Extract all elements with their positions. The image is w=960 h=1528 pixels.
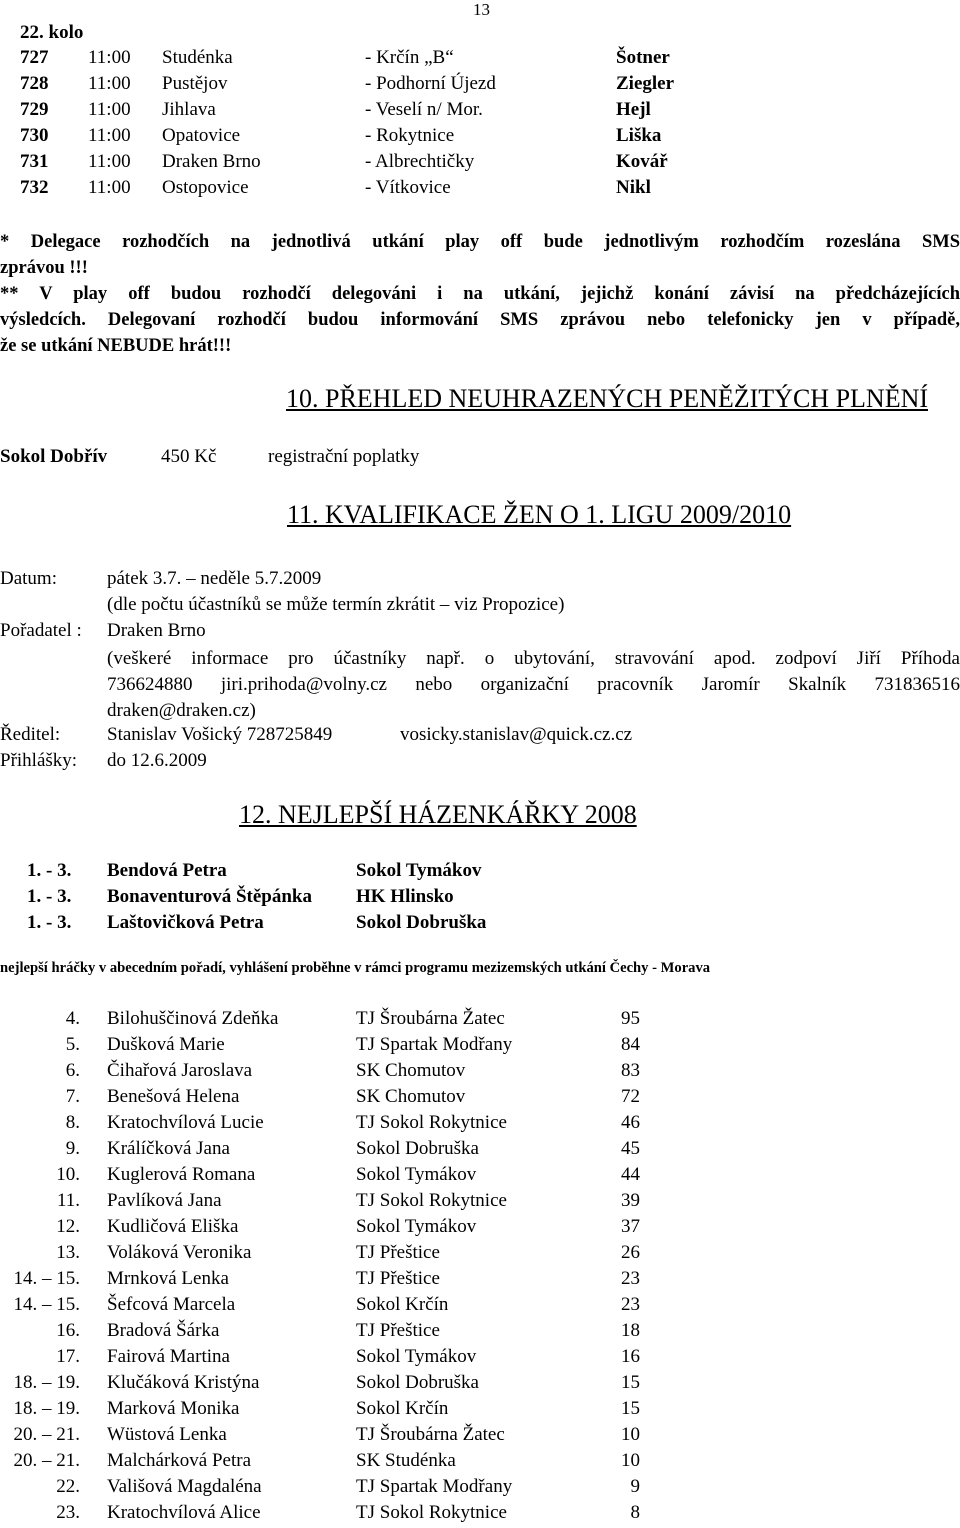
match-number: 727	[20, 47, 49, 68]
ranking-name: Bradová Šárka	[107, 1320, 220, 1341]
ranking-club: SK Chomutov	[356, 1060, 466, 1081]
delegation-note	[0, 229, 960, 359]
match-away: - Podhorní Újezd	[365, 73, 496, 94]
ranking-row	[0, 1164, 960, 1190]
top-name: Laštovičková Petra	[107, 912, 264, 933]
ranking-points: 10	[621, 1424, 640, 1445]
organizer-value: Draken Brno	[107, 620, 206, 641]
ranking-rank: 23.	[56, 1502, 80, 1523]
match-row	[20, 125, 720, 149]
ranking-row	[0, 1346, 960, 1372]
ranking-row	[0, 1086, 960, 1112]
ranking-name: Bilohuščinová Zdeňka	[107, 1008, 279, 1029]
ranking-points: 45	[621, 1138, 640, 1159]
ranking-points: 15	[621, 1372, 640, 1393]
match-away: - Veselí n/ Mor.	[365, 99, 483, 120]
ranking-club: TJ Sokol Rokytnice	[356, 1112, 507, 1133]
ranking-row	[0, 1450, 960, 1476]
match-home: Ostopovice	[162, 177, 249, 198]
ranking-points: 26	[621, 1242, 640, 1263]
note-line: výsledcích. Delegovaní rozhodčí budou informování SMS zprávou nebo telefonicky jen v případě,	[0, 310, 960, 330]
ranking-name: Malchárková Petra	[107, 1450, 252, 1471]
ranking-club: SK Studénka	[356, 1450, 456, 1471]
ranking-club: Sokol Tymákov	[356, 1346, 477, 1367]
organizer-label: Pořadatel :	[0, 620, 82, 641]
ranking-note: nejlepší hráčky v abecedním pořadí, vyhlášení proběhne v rámci programu mezizemských utkání Čechy - Morava	[0, 960, 711, 976]
ranking-points: 95	[621, 1008, 640, 1029]
ranking-rank: 12.	[56, 1216, 80, 1237]
match-home: Pustějov	[162, 73, 228, 94]
match-referee: Liška	[616, 125, 662, 146]
ranking-rank: 14. – 15.	[13, 1294, 80, 1315]
match-time: 11:00	[88, 151, 131, 172]
top-club: HK Hlinsko	[356, 886, 454, 907]
match-home: Opatovice	[162, 125, 241, 146]
match-home: Jihlava	[162, 99, 216, 120]
match-number: 729	[20, 99, 49, 120]
director-email: vosicky.stanislav@quick.cz.cz	[400, 724, 633, 745]
match-row	[20, 151, 720, 175]
section-10-heading: 10. PŘEHLED NEUHRAZENÝCH PENĚŽITÝCH PLNĚNÍ	[286, 384, 929, 413]
section-12-heading: 12. NEJLEPŠÍ HÁZENKÁŘKY 2008	[239, 800, 637, 829]
top-club: Sokol Tymákov	[356, 860, 482, 881]
match-row	[20, 177, 720, 201]
match-time: 11:00	[88, 99, 131, 120]
ranking-points: 39	[621, 1190, 640, 1211]
ranking-rank: 9.	[65, 1138, 80, 1159]
match-number: 731	[20, 151, 49, 172]
match-row	[20, 47, 720, 71]
ranking-club: TJ Spartak Modřany	[356, 1034, 513, 1055]
ranking-name: Čihařová Jaroslava	[107, 1060, 253, 1081]
ranking-name: Kuglerová Romana	[107, 1164, 256, 1185]
ranking-row	[0, 1424, 960, 1450]
ranking-rank: 20. – 21.	[13, 1450, 80, 1471]
note-line: že se utkání NEBUDE hrát!!!	[0, 336, 232, 356]
ranking-club: TJ Přeštice	[356, 1320, 440, 1341]
match-away: - Rokytnice	[365, 125, 455, 146]
ranking-row	[0, 1112, 960, 1138]
ranking-name: Fairová Martina	[107, 1346, 230, 1367]
note-line: ** V play off budou rozhodčí delegováni i na utkání, jejichž konání závisí na předcházejících	[0, 284, 960, 304]
top-player-row	[0, 912, 960, 938]
ranking-rank: 22.	[56, 1476, 80, 1497]
ranking-rank: 14. – 15.	[13, 1268, 80, 1289]
match-time: 11:00	[88, 177, 131, 198]
ranking-name: Benešová Helena	[107, 1086, 240, 1107]
ranking-row	[0, 1242, 960, 1268]
ranking-name: Kratochvílová Alice	[107, 1502, 261, 1523]
info-line: (veškeré informace pro účastníky např. o ubytování, stravování apod. zodpoví Jiří Příhoda	[107, 648, 960, 669]
ranking-club: Sokol Tymákov	[356, 1216, 477, 1237]
ranking-rank: 13.	[56, 1242, 80, 1263]
ranking-rank: 18. – 19.	[13, 1372, 80, 1393]
top-player-row	[0, 860, 960, 886]
director-label: Ředitel:	[0, 724, 61, 745]
match-referee: Hejl	[616, 99, 651, 120]
ranking-points: 10	[621, 1450, 640, 1471]
ranking-name: Dušková Marie	[107, 1034, 225, 1055]
match-number: 732	[20, 177, 49, 198]
ranking-name: Králíčková Jana	[107, 1138, 230, 1159]
ranking-rank: 4.	[65, 1008, 80, 1029]
ranking-club: Sokol Dobruška	[356, 1372, 479, 1393]
ranking-points: 18	[621, 1320, 640, 1341]
ranking-name: Kratochvílová Lucie	[107, 1112, 264, 1133]
match-number: 730	[20, 125, 49, 146]
ranking-row	[0, 1398, 960, 1424]
top-player-row	[0, 886, 960, 912]
ranking-row	[0, 1502, 960, 1528]
ranking-rank: 18. – 19.	[13, 1398, 80, 1419]
ranking-points: 46	[621, 1112, 640, 1133]
match-away: - Krčín „B“	[365, 47, 454, 68]
match-home: Draken Brno	[162, 151, 261, 172]
ranking-club: TJ Sokol Rokytnice	[356, 1502, 507, 1523]
top-rank: 1. - 3.	[27, 860, 72, 881]
ranking-club: TJ Přeštice	[356, 1268, 440, 1289]
ranking-name: Kudličová Eliška	[107, 1216, 239, 1237]
match-referee: Nikl	[616, 177, 651, 198]
ranking-club: SK Chomutov	[356, 1086, 466, 1107]
section-11-heading: 11. KVALIFIKACE ŽEN O 1. LIGU 2009/2010	[287, 500, 792, 529]
match-time: 11:00	[88, 73, 131, 94]
applications-label: Přihlášky:	[0, 750, 78, 771]
match-away: - Vítkovice	[365, 177, 451, 198]
ranking-rank: 20. – 21.	[13, 1424, 80, 1445]
ranking-row	[0, 1034, 960, 1060]
ranking-rank: 7.	[65, 1086, 80, 1107]
applications-value: do 12.6.2009	[107, 750, 207, 771]
ranking-rank: 11.	[56, 1190, 80, 1211]
top-name: Bonaventurová Štěpánka	[107, 886, 313, 907]
ranking-name: Šefcová Marcela	[107, 1294, 236, 1315]
ranking-points: 8	[630, 1502, 640, 1523]
ranking-row	[0, 1216, 960, 1242]
ranking-name: Wüstová Lenka	[107, 1424, 227, 1445]
match-home: Studénka	[162, 47, 233, 68]
ranking-points: 37	[621, 1216, 640, 1237]
match-row	[20, 99, 720, 123]
ranking-row	[0, 1008, 960, 1034]
ranking-rank: 10.	[56, 1164, 80, 1185]
ranking-row	[0, 1294, 960, 1320]
ranking-rank: 8.	[65, 1112, 80, 1133]
ranking-rank: 6.	[65, 1060, 80, 1081]
top-club: Sokol Dobruška	[356, 912, 487, 933]
ranking-points: 16	[621, 1346, 640, 1367]
ranking-club: Sokol Tymákov	[356, 1164, 477, 1185]
top-rank: 1. - 3.	[27, 912, 72, 933]
info-line: 736624880 jiri.prihoda@volny.cz nebo organizační pracovník Jaromír Skalník 731836516	[107, 674, 960, 695]
ranking-points: 44	[621, 1164, 640, 1185]
datum-value: pátek 3.7. – neděle 5.7.2009	[107, 568, 322, 589]
ranking-name: Voláková Veronika	[107, 1242, 252, 1263]
ranking-name: Pavlíková Jana	[107, 1190, 222, 1211]
ranking-row	[0, 1372, 960, 1398]
ranking-rank: 16.	[56, 1320, 80, 1341]
debt-reason: registrační poplatky	[268, 446, 420, 467]
ranking-row	[0, 1190, 960, 1216]
ranking-row	[0, 1060, 960, 1086]
top-rank: 1. - 3.	[27, 886, 72, 907]
match-time: 11:00	[88, 125, 131, 146]
info-line: draken@draken.cz)	[107, 700, 256, 721]
ranking-points: 23	[621, 1268, 640, 1289]
director-value: Stanislav Vošický 728725849	[107, 724, 333, 745]
ranking-club: Sokol Dobruška	[356, 1138, 479, 1159]
top-name: Bendová Petra	[107, 860, 227, 881]
match-row	[20, 73, 720, 97]
datum-label: Datum:	[0, 568, 57, 589]
match-time: 11:00	[88, 47, 131, 68]
match-referee: Šotner	[616, 47, 670, 68]
ranking-club: TJ Šroubárna Žatec	[356, 1424, 505, 1445]
note-line: zprávou !!!	[0, 258, 88, 278]
ranking-points: 15	[621, 1398, 640, 1419]
ranking-points: 23	[621, 1294, 640, 1315]
match-number: 728	[20, 73, 49, 94]
datum-note: (dle počtu účastníků se může termín zkrátit – viz Propozice)	[107, 594, 565, 615]
ranking-club: TJ Spartak Modřany	[356, 1476, 513, 1497]
match-referee: Kovář	[616, 151, 668, 172]
note-line: * Delegace rozhodčích na jednotlivá utkání play off bude jednotlivým rozhodčím rozeslána SMS	[0, 232, 960, 252]
ranking-name: Mrnková Lenka	[107, 1268, 229, 1289]
ranking-points: 83	[621, 1060, 640, 1081]
ranking-row	[0, 1138, 960, 1164]
ranking-name: Vališová Magdaléna	[107, 1476, 262, 1497]
ranking-club: TJ Sokol Rokytnice	[356, 1190, 507, 1211]
debtor-club: Sokol Dobřív	[0, 446, 108, 467]
ranking-rank: 17.	[56, 1346, 80, 1367]
organizer-info	[107, 646, 960, 724]
ranking-row	[0, 1476, 960, 1502]
page-number: 13	[473, 0, 490, 19]
ranking-rank: 5.	[65, 1034, 80, 1055]
match-referee: Ziegler	[616, 73, 675, 94]
ranking-points: 84	[621, 1034, 640, 1055]
ranking-club: Sokol Krčín	[356, 1398, 449, 1419]
match-away: - Albrechtičky	[365, 151, 475, 172]
ranking-points: 9	[630, 1476, 640, 1497]
ranking-row	[0, 1320, 960, 1346]
round-title: 22. kolo	[20, 22, 84, 43]
ranking-name: Marková Monika	[107, 1398, 240, 1419]
ranking-row	[0, 1268, 960, 1294]
ranking-club: TJ Šroubárna Žatec	[356, 1008, 505, 1029]
ranking-club: TJ Přeštice	[356, 1242, 440, 1263]
ranking-name: Klučáková Kristýna	[107, 1372, 260, 1393]
ranking-points: 72	[621, 1086, 640, 1107]
ranking-club: Sokol Krčín	[356, 1294, 449, 1315]
debt-amount: 450 Kč	[161, 446, 217, 467]
